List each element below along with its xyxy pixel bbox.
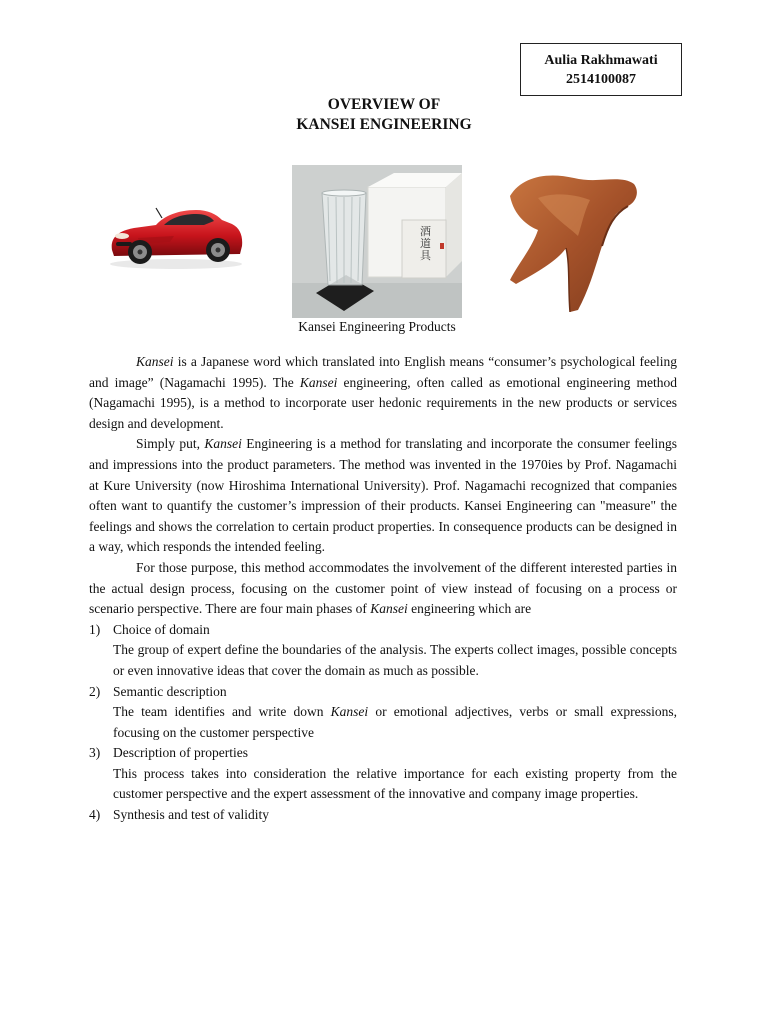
box-characters: 酒道具 [420, 225, 431, 262]
list-item [89, 805, 677, 826]
author-name: Aulia Rakhmawati [544, 52, 658, 68]
kansei-term: Kansei [136, 354, 174, 369]
author-box [520, 43, 682, 96]
kansei-term: Kansei [330, 704, 369, 720]
phase-description: This process takes into consideration the relative importance for each existing property from the customer perspective and the expert assessment of the innovative and company image properties. [113, 765, 677, 802]
phases-list [89, 620, 677, 826]
paragraph-1-text-b: engineering, often called as emotional engineering method (Nagamachi 1995), is a method to incorporate user hedonic requirements in the new products or services design and development. [89, 374, 677, 431]
phase-description-text-b: or emotional adjectives, verbs or small expressions, focusing on the customer perspective [113, 704, 677, 740]
list-number: 1) [89, 621, 101, 637]
kansei-term: Kansei [299, 374, 338, 390]
list-item [89, 743, 677, 805]
kansei-term: Kansei [370, 601, 408, 617]
kansei-term: Kansei [204, 436, 242, 452]
list-item [89, 682, 677, 744]
paragraph-3-text-a: For those purpose, this method accommodates the involvement of the different interested parties in the actual design process, focusing on the customer point of view instead of focusing on a process or scenario perspective. There are four main phases of [89, 559, 677, 617]
page-title [0, 95, 768, 135]
phase-description-text-a: The team identifies and write down [113, 704, 331, 720]
glass-and-box-illustration [292, 165, 462, 318]
body-text [89, 352, 677, 826]
car-image [104, 198, 246, 272]
paragraph-3-text-b: engineering which are [407, 601, 532, 617]
paragraph-2-text-b: Engineering is a method for translating and incorporate the consumer feelings and impressions into the product parameters. The method was invented in the 1970ies by Prof. Nagamachi at Kure University (now Hiroshima International University). Prof. Nagamachi recognized that companies often want to quantify the customer’s impression of their products. Kansei Engineering can "measure" the feelings and shows the correlation to certain product properties. In consequence products can be designed in a way, which responds the intended feeling. [89, 436, 677, 555]
paragraph-1-text-a: is a Japanese word which translated into English means “consumer’s psychological feeling and image” (Nagamachi 1995). The [89, 354, 677, 390]
phase-description: The group of expert define the boundaries of the analysis. The experts collect images, possible concepts or even innovative ideas that cover the domain as much as possible. [113, 642, 677, 678]
paragraph-3 [89, 558, 677, 620]
list-number: 3) [89, 745, 101, 761]
phase-description [113, 702, 677, 743]
phase-title: Description of properties [113, 745, 248, 761]
figure-caption: Kansei Engineering Products [298, 319, 456, 334]
title-line-1: OVERVIEW OF [327, 96, 441, 113]
title-line-2: KANSEI ENGINEERING [296, 116, 472, 133]
paragraph-2 [89, 434, 677, 558]
phase-title: Choice of domain [113, 621, 210, 637]
paragraph-2-text-a: Simply put, [136, 436, 205, 452]
author-id: 2514100087 [566, 71, 636, 87]
phase-title: Semantic description [113, 683, 227, 699]
list-number: 4) [89, 807, 101, 823]
phase-title: Synthesis and test of validity [113, 807, 269, 823]
list-number: 2) [89, 683, 101, 699]
glass-and-box-image [292, 165, 462, 318]
list-item [89, 620, 677, 682]
stool-image [498, 168, 642, 316]
paragraph-1 [89, 352, 677, 434]
